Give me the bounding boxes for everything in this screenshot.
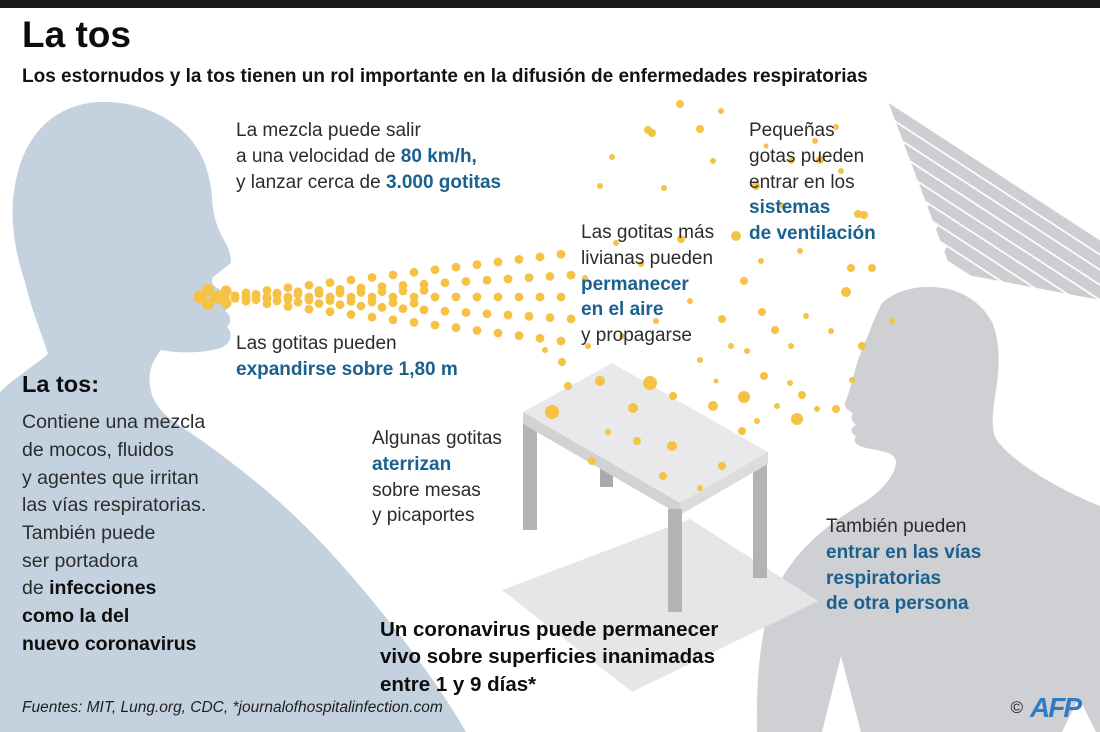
annotation-cough-definition [22, 368, 206, 659]
afp-credit [1010, 692, 1080, 724]
text-line: de ventilación [749, 223, 876, 245]
text-line: entre 1 y 9 días* [380, 672, 537, 696]
right-person-silhouette [757, 287, 1100, 732]
text-line: a una velocidad de 80 km/h, [236, 145, 477, 167]
text-line: nuevo coronavirus [22, 632, 197, 655]
text-line: las vías respiratorias. [22, 494, 207, 517]
sources-credit: Fuentes: MIT, Lung.org, CDC, *journalofhospitalinfection.com [22, 699, 443, 716]
page-title: La tos [22, 14, 131, 55]
text-line: Un coronavirus puede permanecer [380, 618, 719, 641]
text-line: aterrizan [372, 453, 452, 475]
text-line: Pequeñas [749, 120, 835, 141]
text-line: También pueden [826, 516, 967, 537]
text-line: en el aire [581, 299, 664, 321]
text-line: ser portadora [22, 549, 138, 572]
text-line: gotas pueden [749, 145, 865, 167]
text-line: respiratorias [826, 567, 942, 589]
text-line: Las gotitas pueden [236, 333, 397, 354]
annotation-spread [236, 331, 458, 383]
text-line: Las gotitas más [581, 222, 715, 243]
text-line: de otra persona [826, 593, 969, 615]
text-line: livianas pueden [581, 247, 714, 269]
annotation-ventilation [749, 118, 876, 247]
text-line: de infecciones [22, 577, 157, 600]
copyright-symbol: © [1010, 698, 1023, 717]
text-line: y propagarse [581, 325, 692, 347]
text-line: sistemas [749, 197, 831, 219]
text-line: de mocos, fluidos [22, 439, 174, 462]
text-line: expandirse sobre 1,80 m [236, 358, 458, 380]
text-line: También puede [22, 522, 156, 545]
text-line: y agentes que irritan [22, 466, 199, 489]
text-line: permanecer [581, 273, 689, 295]
text-line: vivo sobre superficies inanimadas [380, 645, 715, 669]
afp-logo: AFP [1030, 692, 1080, 723]
text-line: como la del [22, 605, 130, 628]
annotation-other-person [826, 514, 981, 617]
text-line: entrar en los [749, 171, 855, 193]
text-line: La mezcla puede salir [236, 120, 421, 141]
annotation-surfaces [380, 616, 718, 698]
text-line: Algunas gotitas [372, 428, 502, 449]
annotation-air [581, 220, 714, 349]
cough-heading: La tos: [22, 371, 100, 397]
subtitle: Los estornudos y la tos tienen un rol importante en la difusión de enfermedades respiratorias [22, 66, 868, 87]
text-line: entrar en las vías [826, 541, 982, 563]
text-line: y lanzar cerca de 3.000 gotitas [236, 171, 502, 193]
text-line: y picaportes [372, 505, 475, 527]
annotation-speed [236, 118, 501, 195]
text-line: sobre mesas [372, 479, 481, 501]
annotation-landing [372, 426, 502, 529]
text-line: Contiene una mezcla [22, 411, 206, 434]
